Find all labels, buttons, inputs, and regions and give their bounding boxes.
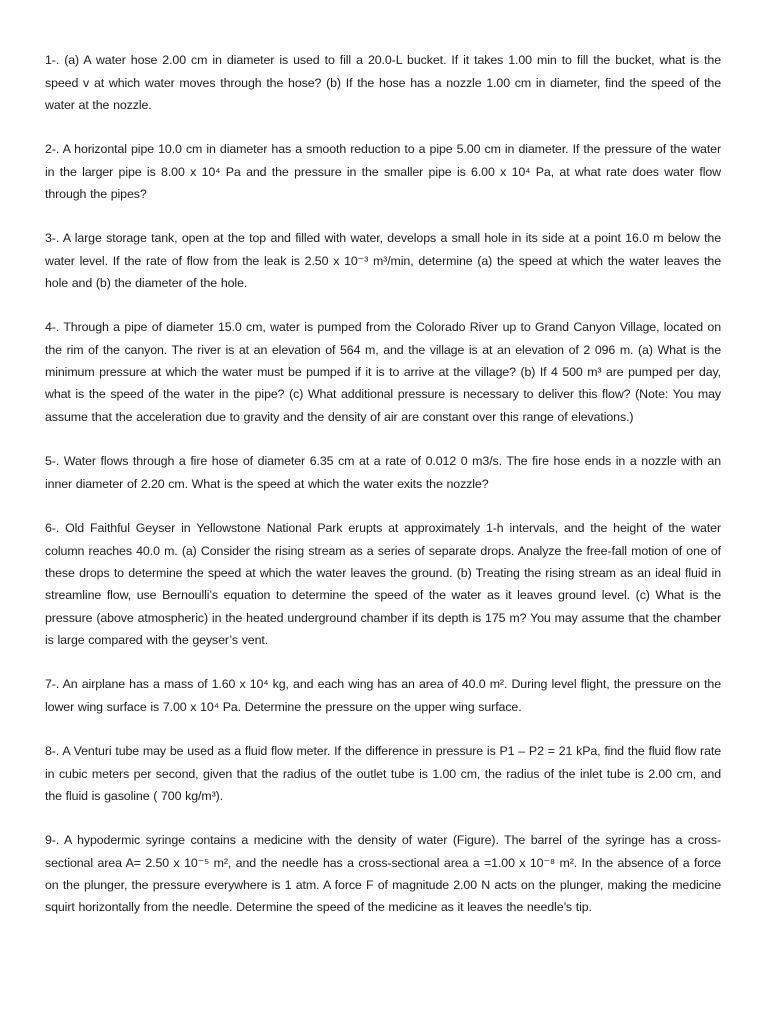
problem-2 (45, 138, 721, 205)
problem-number: 7-. (45, 677, 60, 692)
problem-number: 3-. (45, 231, 60, 246)
problem-6 (45, 517, 721, 651)
problem-9 (45, 829, 721, 918)
problem-number: 1-. (45, 53, 60, 68)
problem-4 (45, 316, 721, 427)
problem-7 (45, 673, 721, 718)
problem-text: A large storage tank, open at the top and filled with water, develops a small hole in its side at a point 16.0 m below the water level. If the rate of flow from the leak is 2.50 x 10⁻³ m³/min, determine (a) the speed at which the water leaves the hole and (b) the diameter of the hole. (45, 231, 721, 290)
problem-text: A horizontal pipe 10.0 cm in diameter has a smooth reduction to a pipe 5.00 cm in diameter. If the pressure of the water in the larger pipe is 8.00 x 10⁴ Pa and the pressure in the smaller pipe is 6.00 x 10⁴ Pa, at what rate does water flow through the pipes? (45, 142, 721, 201)
problem-number: 5-. (45, 454, 60, 469)
problem-5 (45, 450, 721, 495)
problem-number: 6-. (45, 521, 60, 536)
problem-text: An airplane has a mass of 1.60 x 10⁴ kg, and each wing has an area of 40.0 m². During level flight, the pressure on the lower wing surface is 7.00 x 10⁴ Pa. Determine the pressure on the upper wing surface. (45, 677, 721, 714)
problem-text: (a) A water hose 2.00 cm in diameter is used to fill a 20.0-L bucket. If it takes 1.00 min to fill the bucket, what is the speed v at which water moves through the hose? (b) If the hose has a nozzle 1.00 cm in diameter, find the speed of the water at the nozzle. (45, 53, 721, 112)
problem-text: Water flows through a fire hose of diameter 6.35 cm at a rate of 0.012 0 m3/s. The fire hose ends in a nozzle with an inner diameter of 2.20 cm. What is the speed at which the water exits the nozzle? (45, 454, 721, 491)
problem-number: 9-. (45, 833, 60, 848)
problem-number: 4-. (45, 320, 60, 335)
problem-text: Old Faithful Geyser in Yellowstone National Park erupts at approximately 1-h intervals, and the height of the water column reaches 40.0 m. (a) Consider the rising stream as a series of separate drops. Analyze the free-fall motion of one of these drops to determine the speed at which the water leaves the ground. (b) Treating the rising stream as an ideal fluid in streamline flow, use Bernoulli’s equation to determine the speed of the water as it leaves ground level. (c) What is the pressure (above atmospheric) in the heated underground chamber if its depth is 175 m? You may assume that the chamber is large compared with the geyser’s vent. (45, 521, 721, 647)
problem-number: 2-. (45, 142, 60, 157)
problem-text: A Venturi tube may be used as a fluid flow meter. If the difference in pressure is P1 – P2 = 21 kPa, find the fluid flow rate in cubic meters per second, given that the radius of the outlet tube is 1.00 cm, the radius of the inlet tube is 2.00 cm, and the fluid is gasoline ( 700 kg/m³). (45, 744, 721, 803)
problem-1 (45, 49, 721, 116)
problem-8 (45, 740, 721, 807)
problem-text: A hypodermic syringe contains a medicine with the density of water (Figure). The barrel of the syringe has a cross-sectional area A= 2.50 x 10⁻⁵ m², and the needle has a cross-sectional area a =1.00 x 10⁻⁸ m². In the absence of a force on the plunger, the pressure everywhere is 1 atm. A force F of magnitude 2.00 N acts on the plunger, making the medicine squirt horizontally from the needle. Determine the speed of the medicine as it leaves the needle’s tip. (45, 833, 722, 915)
problem-text: Through a pipe of diameter 15.0 cm, water is pumped from the Colorado River up to Grand Canyon Village, located on the rim of the canyon. The river is at an elevation of 564 m, and the village is at an elevation of 2 096 m. (a) What is the minimum pressure at which the water must be pumped if it is to arrive at the village? (b) If 4 500 m³ are pumped per day, what is the speed of the water in the pipe? (c) What additional pressure is necessary to deliver this flow? (Note: You may assume that the acceleration due to gravity and the density of air are constant over this range of elevations.) (45, 320, 721, 424)
problem-3 (45, 227, 721, 294)
problem-number: 8-. (45, 744, 60, 759)
